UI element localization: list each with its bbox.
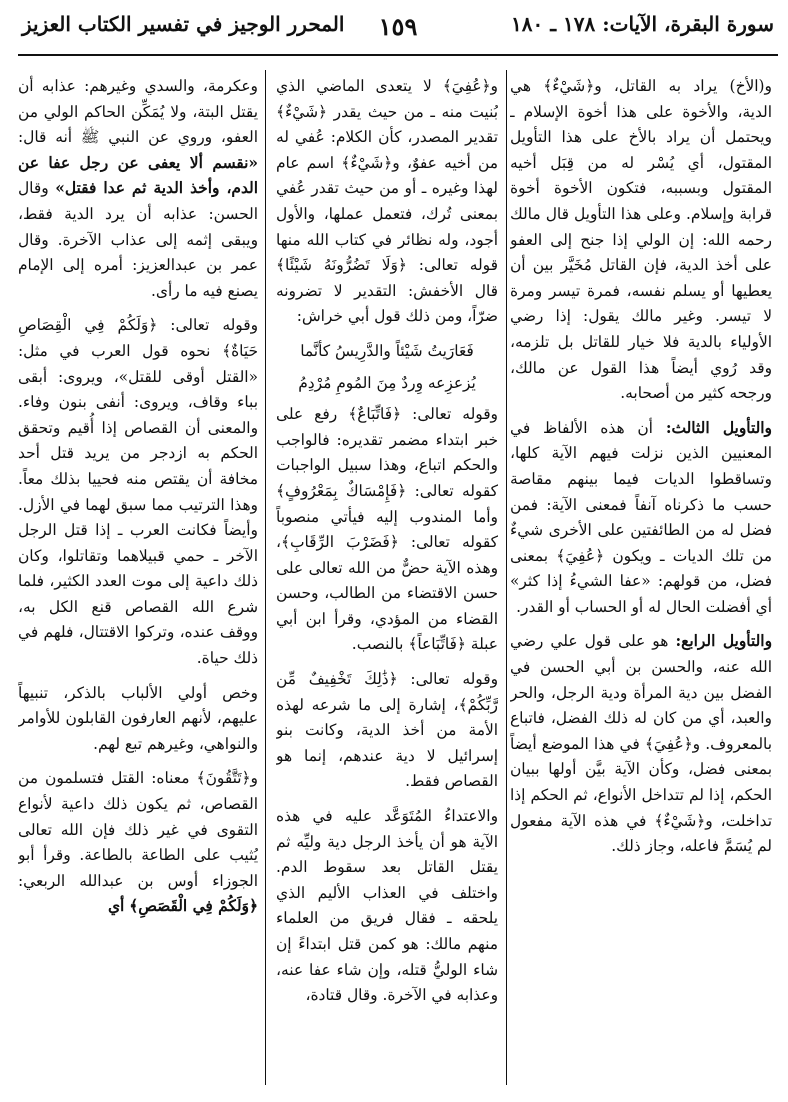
surah-title: سورة البقرة، الآيات: ١٧٨ ـ ١٨٠ bbox=[511, 12, 774, 36]
paragraph-text: وعكرمة، والسدي وغيرهم: عذابه أن يقتل البتة، ولا يُمَكِّن الحاكم الولي من العفو، وروي عن النبي ﷺ أنه قال: bbox=[18, 77, 258, 147]
page-number: ١٥٩ bbox=[378, 12, 418, 41]
paragraph bbox=[510, 629, 772, 859]
paragraph: وقوله تعالى: ﴿ذَٰلِكَ تَخْفِيفٌ مِّن رَّبِّكُمْ﴾، إشارة إلى ما شرعه لهذه الأمة من أخذ الدية، وكانت بنو إسرائيل لا دية عندهم، إنما هو القصاص فقط. bbox=[276, 670, 498, 791]
running-header bbox=[18, 8, 778, 56]
hadith-quote: «نقسم ألا يعفى عن رجل عفا عن الدم، وأخذ الدية ثم عدا فقتل» bbox=[18, 153, 258, 198]
book-title: المحرر الوجيز في تفسير الكتاب العزيز bbox=[22, 12, 345, 36]
paragraph: و(الأخ) يراد به القاتل، و﴿شَيْءٌ﴾ هي الدية، والأخوة على هذا أخوة الإسلام ـ ويحتمل أن يراد بالأخ على هذا التأويل المقتول، أي يُسْر له من قِبَل أخيه المقتول وبسببه، فتكون الأخوة أخوة قرابة وإسلام. وعلى هذا التأويل قال مالك رحمه الله: إن الولي إذا جنح إلى العفو على أخذ الدية، فإن القاتل مُخَيَّر بين أن يعطيها أو يسلم نفسه، فمرة تيسر ومرة لا تيسر. وغير مالك يقول: إذا رضي الأولياء بالدية فلا خيار للقاتل بل تلزمه، وقد رُوي أيضاً هذا القول عن مالك، ورجحه كثير من أصحابه. bbox=[510, 77, 772, 403]
quran-quote: ﴿وَلَكُمْ فِي الْقَصَصِ﴾ bbox=[129, 897, 258, 916]
verse-line: يُزعزِعه وِردٌ مِنَ المُومِ مُرْدِمُ bbox=[298, 373, 476, 392]
column-left bbox=[18, 74, 258, 1096]
column-right bbox=[510, 74, 772, 1096]
paragraph-text: وقال الحسن: عذابه أن يرد الدية فقط، ويبقى إثمه إلى عذاب الآخرة. وقال عمر بن عبدالعزيز: أمره إلى الإمام يصنع فيه ما رأى. bbox=[18, 179, 258, 300]
column-middle bbox=[276, 74, 498, 1096]
paragraph: و﴿عُفِيَ﴾ لا يتعدى الماضي الذي بُنيت منه ـ من حيث يقدر ﴿شَيْءٌ﴾ تقدير المصدر، كأن الكلام: عُفي له من أخيه عفوٌ، و﴿شَيْءٌ﴾ اسم عام لهذا وغيره ـ أو من حيث تقدر عُفي بمعنى تُرك، فتعمل عملها، والأول أجود، وله نظائر في كتاب الله منها قوله تعالى: ﴿وَلَا تَضُرُّونَهُ شَيْئًا﴾ قال الأخفش: التقدير لا تضرونه ضرّاً، ومن ذلك قول أبي خراش: bbox=[276, 77, 498, 326]
paragraph: وقوله تعالى: ﴿وَلَكُمْ فِي الْقِصَاصِ حَيَاةٌ﴾ نحوه قول العرب في مثل: «القتل أوقى للقتل»، ويروى: أبقى بباء وقاف، ويروى: أنفى بنون وفاء. والمعنى أن القصاص إذا أُقيم وتحقق الحكم به ازدجر من يريد قتل أحد مخافة أن يقتص منه فحييا بذلك معاً. وهذا الترتيب مما سبق لهما في الأزل. وأيضاً فكانت العرب ـ إذا قتل الرجل الآخر ـ حمي قبيلاهما وتقاتلوا، وكان ذلك داعية إلى موت العدد الكثير، فلما شرع الله القصاص قنع الكل به، ووقف عنده، وتركوا الاقتتال، فلهم في ذلك حياة. bbox=[18, 316, 258, 668]
paragraph-text: و﴿تَتَّقُونَ﴾ معناه: القتل فتسلمون من القصاص، ثم يكون ذلك داعية لأنواع التقوى في غير ذلك فإن الله تعالى يُثيب على الطاعة بالطاعة. وقرأ أبو الجوزاء أوس بن عبدالله الربعي: bbox=[18, 769, 258, 890]
paragraph: والاعتداءُ المُتَوَعَّد عليه في هذه الآية هو أن يأخذ الرجل دية وليِّه ثم يقتل القاتل بعد سقوط الدم. واختلف في العذاب الأليم الذي يلحقه ـ فقال فريق من العلماء منهم مالك: هو كمن قتل ابتداءً إن شاء الوليُّ قتله، وإن شاء عفا عنه، وعذابه في الآخرة. وقال قتادة، bbox=[276, 807, 498, 1005]
column-divider bbox=[265, 70, 266, 1085]
paragraph-text: أن هذه الألفاظ في المعنيين الذين نزلت فيهم الآية كلها، وتساقطوا الديات فيما بينهم مقاصة حسب ما ذكرناه آنفاً فمعنى الآية: فمن فضل له من الطائفتين على الأخرى شيءٌ من تلك الديات ـ ويكون ﴿عُفِيَ﴾ بمعنى فضل، من قولهم: «عفا الشيءُ إذا كثر» أي أفضلت الحال له أو الحساب أو القدر. bbox=[510, 418, 772, 616]
paragraph-text: هو على قول علي رضي الله عنه، والحسن بن أبي الحسن في الفضل بين دية المرأة ودية الرجل، والحر والعبد، أي من كان له ذلك الفضل، فاتباع بالمعروف. و﴿عُفِيَ﴾ في هذا الموضع أيضاً بمعنى فضل، وكأن الآية بيَّن أولها ببيان الحكم، إذا لم تتداخل الأنواع، ثم الحكم إذا تداخلت، و﴿شَيْءٌ﴾ في هذه الآية مفعول لم يُسَمَّ فاعله، وجاز ذلك. bbox=[510, 632, 772, 856]
paragraph: وقوله تعالى: ﴿فَاتِّبَاعٌ﴾ رفع على خبر ابتداء مضمر تقديره: فالواجب والحكم اتباع، وهذا سبيل الواجبات كقوله تعالى: ﴿فَإِمْسَاكٌ بِمَعْرُوفٍ﴾ وأما المندوب إليه فيأتي منصوباً كقوله تعالى: ﴿فَضَرْبَ الرِّقَابِ﴾، وهذه الآية حضٌّ من الله تعالى على حسن الاقتضاء من الطالب، وحسن القضاء من المؤدي، وقرأ ابن أبي عبلة ﴿فَاتِّبَاعاً﴾ بالنصب. bbox=[276, 405, 498, 654]
paragraph-lead: والتأويل الثالث: bbox=[665, 418, 772, 437]
column-divider bbox=[506, 70, 507, 1085]
paragraph bbox=[18, 766, 258, 920]
verse-line: فَعَارَيتُ شَيْئاً والدَّرِيسُ كأنَّما bbox=[300, 341, 474, 360]
paragraph bbox=[18, 74, 258, 304]
paragraph-text: أي bbox=[108, 897, 125, 916]
paragraph: وخص أولي الألباب بالذكر، تنبيهاً عليهم، لأنهم العارفون القابلون للأوامر والنواهي، وغيرهم تبع لهم. bbox=[18, 683, 258, 753]
paragraph bbox=[510, 416, 772, 621]
paragraph-lead: والتأويل الرابع: bbox=[675, 632, 772, 651]
